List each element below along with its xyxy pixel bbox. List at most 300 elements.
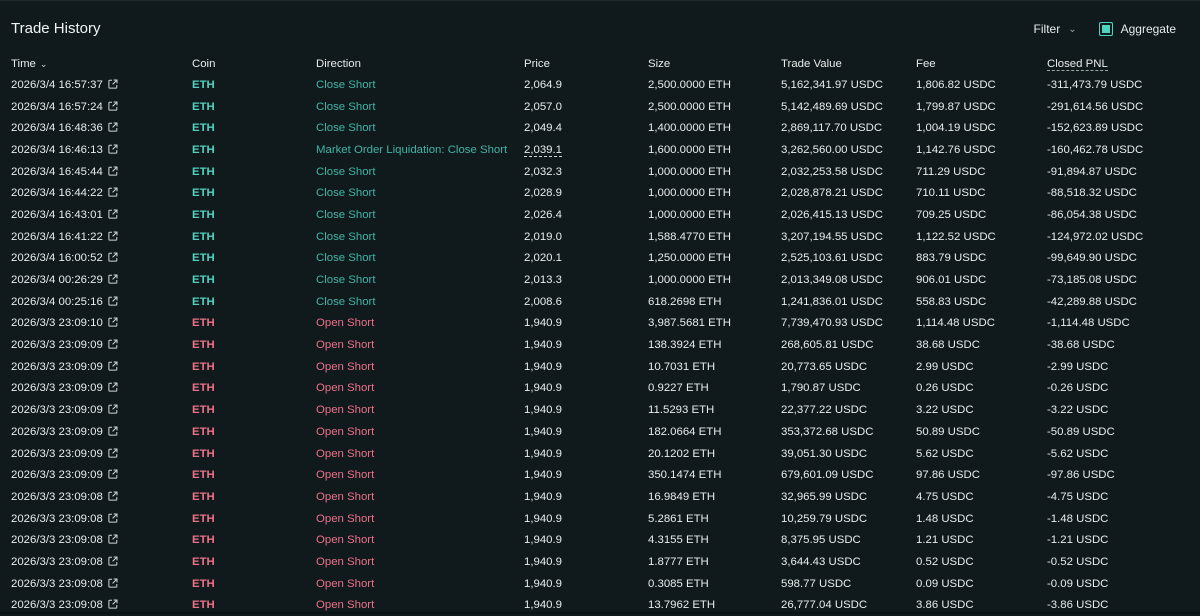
cell-closed-pnl: -160,462.78 USDC (1047, 139, 1200, 161)
cell-trade-value: 26,777.04 USDC (781, 595, 916, 616)
cell-trade-value: 2,525,103.61 USDC (781, 248, 916, 270)
cell-trade-value: 353,372.68 USDC (781, 421, 916, 443)
cell-size: 5.2861 ETH (648, 508, 781, 530)
cell-fee: 2.99 USDC (916, 356, 1047, 378)
cell-trade-value: 8,375.95 USDC (781, 529, 916, 551)
cell-coin[interactable]: ETH (192, 573, 316, 595)
cell-fee: 709.25 USDC (916, 204, 1047, 226)
cell-time (0, 421, 192, 443)
cell-direction: Open Short (316, 356, 524, 378)
cell-trade-value: 3,262,560.00 USDC (781, 139, 916, 161)
cell-price (524, 117, 648, 139)
page-title: Trade History (11, 20, 100, 37)
table-row (0, 117, 1200, 139)
external-link-icon[interactable] (108, 296, 118, 306)
cell-price (524, 399, 648, 421)
cell-trade-value: 5,162,341.97 USDC (781, 74, 916, 96)
column-header-size: Size (648, 53, 781, 74)
cell-fee: 97.86 USDC (916, 464, 1047, 486)
cell-price (524, 291, 648, 313)
cell-coin[interactable]: ETH (192, 248, 316, 270)
cell-fee: 50.89 USDC (916, 421, 1047, 443)
cell-closed-pnl: -50.89 USDC (1047, 421, 1200, 443)
chevron-down-icon: ⌄ (1068, 24, 1076, 35)
cell-price (524, 182, 648, 204)
cell-direction: Close Short (316, 117, 524, 139)
time-value: 2026/3/3 23:09:09 (11, 361, 103, 373)
external-link-icon[interactable] (108, 166, 118, 176)
cell-size: 1,600.0000 ETH (648, 139, 781, 161)
cell-closed-pnl: -1.21 USDC (1047, 529, 1200, 551)
cell-coin[interactable]: ETH (192, 529, 316, 551)
cell-price (524, 269, 648, 291)
price-value: 1,940.9 (524, 578, 562, 590)
cell-time (0, 399, 192, 421)
external-link-icon[interactable] (108, 231, 118, 241)
external-link-icon[interactable] (108, 448, 118, 458)
time-value: 2026/3/3 23:09:09 (11, 469, 103, 481)
cell-fee: 3.22 USDC (916, 399, 1047, 421)
cell-fee: 5.62 USDC (916, 443, 1047, 465)
cell-direction: Open Short (316, 595, 524, 616)
cell-fee: 1,122.52 USDC (916, 226, 1047, 248)
price-value: 2,013.3 (524, 274, 562, 286)
cell-time (0, 96, 192, 118)
time-value: 2026/3/3 23:09:09 (11, 339, 103, 351)
price-value: 1,940.9 (524, 448, 562, 460)
cell-price (524, 226, 648, 248)
cell-coin[interactable]: ETH (192, 334, 316, 356)
cell-size: 13.7962 ETH (648, 595, 781, 616)
table-row (0, 313, 1200, 335)
cell-trade-value: 39,051.30 USDC (781, 443, 916, 465)
cell-trade-value: 3,644.43 USDC (781, 551, 916, 573)
time-value: 2026/3/3 23:09:09 (11, 404, 103, 416)
cell-closed-pnl: -73,185.08 USDC (1047, 269, 1200, 291)
cell-time (0, 356, 192, 378)
cell-closed-pnl: -0.09 USDC (1047, 573, 1200, 595)
cell-coin[interactable]: ETH (192, 96, 316, 118)
cell-coin[interactable]: ETH (192, 486, 316, 508)
cell-direction: Close Short (316, 74, 524, 96)
column-header-price: Price (524, 53, 648, 74)
price-value: 2,064.9 (524, 79, 562, 91)
cell-size: 20.1202 ETH (648, 443, 781, 465)
time-value: 2026/3/3 23:09:08 (11, 578, 103, 590)
cell-coin[interactable]: ETH (192, 182, 316, 204)
time-value: 2026/3/4 16:57:24 (11, 101, 103, 113)
cell-size: 1,000.0000 ETH (648, 182, 781, 204)
price-value: 2,049.4 (524, 122, 562, 134)
cell-size: 2,500.0000 ETH (648, 96, 781, 118)
external-link-icon[interactable] (108, 578, 118, 588)
table-row (0, 334, 1200, 356)
external-link-icon[interactable] (108, 426, 118, 436)
trade-history-table (0, 53, 1200, 616)
price-value: 1,940.9 (524, 339, 562, 351)
table-row (0, 421, 1200, 443)
column-header-trade-value: Trade Value (781, 53, 916, 74)
cell-price (524, 443, 648, 465)
aggregate-toggle[interactable] (1099, 22, 1176, 36)
cell-direction: Open Short (316, 399, 524, 421)
cell-fee: 710.11 USDC (916, 182, 1047, 204)
price-value: 2,019.0 (524, 231, 562, 243)
price-value: 1,940.9 (524, 534, 562, 546)
cell-coin[interactable]: ETH (192, 161, 316, 183)
cell-size: 2,500.0000 ETH (648, 74, 781, 96)
external-link-icon[interactable] (108, 209, 118, 219)
cell-coin[interactable]: ETH (192, 74, 316, 96)
time-value: 2026/3/3 23:09:09 (11, 382, 103, 394)
cell-direction: Open Short (316, 313, 524, 335)
cell-price (524, 334, 648, 356)
cell-closed-pnl: -124,972.02 USDC (1047, 226, 1200, 248)
time-value: 2026/3/3 23:09:08 (11, 491, 103, 503)
cell-fee: 1.21 USDC (916, 529, 1047, 551)
cell-direction: Open Short (316, 421, 524, 443)
cell-coin[interactable]: ETH (192, 204, 316, 226)
cell-trade-value: 22,377.22 USDC (781, 399, 916, 421)
cell-closed-pnl: -86,054.38 USDC (1047, 204, 1200, 226)
cell-time (0, 269, 192, 291)
external-link-icon[interactable] (108, 361, 118, 371)
time-value: 2026/3/4 16:43:01 (11, 209, 103, 221)
external-link-icon[interactable] (108, 252, 118, 262)
table-controls (1034, 22, 1176, 36)
cell-coin[interactable]: ETH (192, 551, 316, 573)
cell-trade-value: 2,026,415.13 USDC (781, 204, 916, 226)
cell-time (0, 313, 192, 335)
cell-time (0, 139, 192, 161)
external-link-icon[interactable] (108, 469, 118, 479)
external-link-icon[interactable] (108, 534, 118, 544)
cell-coin[interactable]: ETH (192, 421, 316, 443)
cell-trade-value: 1,241,836.01 USDC (781, 291, 916, 313)
aggregate-checkbox[interactable] (1099, 22, 1113, 36)
cell-fee: 1.48 USDC (916, 508, 1047, 530)
cell-direction: Open Short (316, 573, 524, 595)
cell-closed-pnl: -1.48 USDC (1047, 508, 1200, 530)
price-value: 1,940.9 (524, 556, 562, 568)
cell-direction: Open Short (316, 508, 524, 530)
column-header-coin: Coin (192, 53, 316, 74)
time-value: 2026/3/3 23:09:09 (11, 426, 103, 438)
external-link-icon[interactable] (108, 382, 118, 392)
cell-trade-value: 32,965.99 USDC (781, 486, 916, 508)
cell-coin[interactable]: ETH (192, 269, 316, 291)
cell-trade-value: 10,259.79 USDC (781, 508, 916, 530)
time-value: 2026/3/3 23:09:08 (11, 556, 103, 568)
cell-direction: Open Short (316, 486, 524, 508)
table-row (0, 161, 1200, 183)
cell-trade-value: 2,032,253.58 USDC (781, 161, 916, 183)
cell-direction: Open Short (316, 443, 524, 465)
cell-closed-pnl: -88,518.32 USDC (1047, 182, 1200, 204)
time-value: 2026/3/4 16:00:52 (11, 252, 103, 264)
cell-coin[interactable]: ETH (192, 356, 316, 378)
cell-size: 0.3085 ETH (648, 573, 781, 595)
column-header-fee: Fee (916, 53, 1047, 74)
cell-price (524, 248, 648, 270)
cell-size: 0.9227 ETH (648, 378, 781, 400)
table-row (0, 486, 1200, 508)
cell-trade-value: 2,869,117.70 USDC (781, 117, 916, 139)
table-row (0, 74, 1200, 96)
cell-size: 1,250.0000 ETH (648, 248, 781, 270)
cell-size: 618.2698 ETH (648, 291, 781, 313)
cell-time (0, 117, 192, 139)
column-header-time[interactable]: Time ⌄ (0, 53, 192, 74)
cell-time (0, 529, 192, 551)
external-link-icon[interactable] (108, 144, 118, 154)
cell-price (524, 74, 648, 96)
cell-direction: Open Short (316, 378, 524, 400)
external-link-icon[interactable] (108, 556, 118, 566)
cell-size: 138.3924 ETH (648, 334, 781, 356)
cell-fee: 1,114.48 USDC (916, 313, 1047, 335)
filter-dropdown[interactable] (1034, 22, 1077, 36)
cell-coin[interactable]: ETH (192, 378, 316, 400)
cell-closed-pnl: -311,473.79 USDC (1047, 74, 1200, 96)
table-row (0, 204, 1200, 226)
cell-size: 1,000.0000 ETH (648, 269, 781, 291)
cell-closed-pnl: -99,649.90 USDC (1047, 248, 1200, 270)
cell-size: 3,987.5681 ETH (648, 313, 781, 335)
cell-direction: Close Short (316, 248, 524, 270)
external-link-icon[interactable] (108, 317, 118, 327)
cell-time (0, 378, 192, 400)
table-row (0, 291, 1200, 313)
time-value: 2026/3/3 23:09:09 (11, 448, 103, 460)
price-value: 2,020.1 (524, 252, 562, 264)
time-value: 2026/3/4 16:46:13 (11, 144, 103, 156)
cell-price (524, 486, 648, 508)
table-row (0, 248, 1200, 270)
price-value: 2,057.0 (524, 101, 562, 113)
cell-fee: 0.09 USDC (916, 573, 1047, 595)
cell-fee: 4.75 USDC (916, 486, 1047, 508)
cell-coin[interactable]: ETH (192, 443, 316, 465)
cell-fee: 0.26 USDC (916, 378, 1047, 400)
cell-direction: Open Short (316, 464, 524, 486)
cell-fee: 3.86 USDC (916, 595, 1047, 616)
cell-size: 1,400.0000 ETH (648, 117, 781, 139)
cell-time (0, 464, 192, 486)
column-header-direction: Direction (316, 53, 524, 74)
external-link-icon[interactable] (108, 404, 118, 414)
cell-time (0, 204, 192, 226)
price-value: 1,940.9 (524, 317, 562, 329)
cell-coin[interactable]: ETH (192, 508, 316, 530)
cell-price (524, 573, 648, 595)
cell-direction: Open Short (316, 334, 524, 356)
filter-label: Filter (1034, 22, 1061, 36)
cell-coin[interactable]: ETH (192, 399, 316, 421)
time-value: 2026/3/3 23:09:08 (11, 599, 103, 611)
cell-direction: Close Short (316, 204, 524, 226)
price-value: 1,940.9 (524, 469, 562, 481)
cell-trade-value: 3,207,194.55 USDC (781, 226, 916, 248)
cell-price (524, 551, 648, 573)
cell-direction: Close Short (316, 269, 524, 291)
table-row (0, 269, 1200, 291)
table-row (0, 443, 1200, 465)
cell-price (524, 161, 648, 183)
price-value: 1,940.9 (524, 404, 562, 416)
price-value: 2,026.4 (524, 209, 562, 221)
cell-price (524, 421, 648, 443)
cell-trade-value: 598.77 USDC (781, 573, 916, 595)
cell-coin[interactable]: ETH (192, 313, 316, 335)
price-value: 2,008.6 (524, 296, 562, 308)
cell-fee: 558.83 USDC (916, 291, 1047, 313)
cell-closed-pnl: -97.86 USDC (1047, 464, 1200, 486)
cell-trade-value: 20,773.65 USDC (781, 356, 916, 378)
cell-price (524, 356, 648, 378)
table-row (0, 182, 1200, 204)
cell-price (524, 139, 648, 161)
cell-closed-pnl: -3.22 USDC (1047, 399, 1200, 421)
price-value: 1,940.9 (524, 513, 562, 525)
external-link-icon[interactable] (108, 122, 118, 132)
cell-direction: Close Short (316, 182, 524, 204)
cell-time (0, 443, 192, 465)
cell-trade-value: 2,013,349.08 USDC (781, 269, 916, 291)
cell-price (524, 508, 648, 530)
price-value: 1,940.9 (524, 491, 562, 503)
cell-size: 4.3155 ETH (648, 529, 781, 551)
table-row (0, 573, 1200, 595)
external-link-icon[interactable] (108, 491, 118, 501)
price-value: 1,940.9 (524, 426, 562, 438)
table-row (0, 226, 1200, 248)
cell-price (524, 204, 648, 226)
cell-direction: Open Short (316, 551, 524, 573)
time-value: 2026/3/4 16:48:36 (11, 122, 103, 134)
cell-coin[interactable]: ETH (192, 595, 316, 616)
cell-price (524, 313, 648, 335)
cell-size: 1,000.0000 ETH (648, 161, 781, 183)
table-row (0, 508, 1200, 530)
cell-size: 1,588.4770 ETH (648, 226, 781, 248)
price-value: 1,940.9 (524, 599, 562, 611)
time-value: 2026/3/3 23:09:08 (11, 534, 103, 546)
time-value: 2026/3/4 00:26:29 (11, 274, 103, 286)
cell-direction: Close Short (316, 96, 524, 118)
cell-trade-value: 679,601.09 USDC (781, 464, 916, 486)
cell-price (524, 529, 648, 551)
cell-time (0, 551, 192, 573)
cell-fee: 883.79 USDC (916, 248, 1047, 270)
external-link-icon[interactable] (108, 79, 118, 89)
cell-time (0, 161, 192, 183)
table-row (0, 529, 1200, 551)
cell-closed-pnl: -0.52 USDC (1047, 551, 1200, 573)
price-value: 1,940.9 (524, 361, 562, 373)
cell-time (0, 226, 192, 248)
cell-time (0, 486, 192, 508)
external-link-icon[interactable] (108, 101, 118, 111)
table-row (0, 399, 1200, 421)
cell-closed-pnl: -2.99 USDC (1047, 356, 1200, 378)
table-row (0, 356, 1200, 378)
price-value: 2,028.9 (524, 187, 562, 199)
cell-size: 11.5293 ETH (648, 399, 781, 421)
aggregate-label: Aggregate (1121, 22, 1176, 36)
cell-fee: 0.52 USDC (916, 551, 1047, 573)
cell-size: 16.9849 ETH (648, 486, 781, 508)
cell-coin[interactable]: ETH (192, 226, 316, 248)
cell-time (0, 248, 192, 270)
cell-closed-pnl: -1,114.48 USDC (1047, 313, 1200, 335)
time-value: 2026/3/4 16:41:22 (11, 231, 103, 243)
cell-closed-pnl: -42,289.88 USDC (1047, 291, 1200, 313)
cell-time (0, 508, 192, 530)
table-row (0, 464, 1200, 486)
cell-trade-value: 7,739,470.93 USDC (781, 313, 916, 335)
external-link-icon[interactable] (108, 274, 118, 284)
cell-size: 350.1474 ETH (648, 464, 781, 486)
cell-coin[interactable]: ETH (192, 291, 316, 313)
time-value: 2026/3/4 00:25:16 (11, 296, 103, 308)
cell-direction: Close Short (316, 161, 524, 183)
cell-closed-pnl: -38.68 USDC (1047, 334, 1200, 356)
cell-time (0, 74, 192, 96)
cell-fee: 1,142.76 USDC (916, 139, 1047, 161)
time-value: 2026/3/4 16:45:44 (11, 166, 103, 178)
cell-fee: 1,806.82 USDC (916, 74, 1047, 96)
cell-direction: Market Order Liquidation: Close Short (316, 139, 524, 161)
cell-closed-pnl: -4.75 USDC (1047, 486, 1200, 508)
time-value: 2026/3/4 16:44:22 (11, 187, 103, 199)
cell-coin[interactable]: ETH (192, 464, 316, 486)
cell-coin[interactable]: ETH (192, 139, 316, 161)
column-header-closed-pnl[interactable]: Closed PNL (1047, 53, 1200, 74)
table-header-row (0, 53, 1200, 74)
cell-fee: 711.29 USDC (916, 161, 1047, 183)
cell-closed-pnl: -0.26 USDC (1047, 378, 1200, 400)
cell-price (524, 96, 648, 118)
time-value: 2026/3/4 16:57:37 (11, 79, 103, 91)
external-link-icon[interactable] (108, 187, 118, 197)
external-link-icon[interactable] (108, 339, 118, 349)
time-value: 2026/3/3 23:09:08 (11, 513, 103, 525)
external-link-icon[interactable] (108, 599, 118, 609)
cell-closed-pnl: -91,894.87 USDC (1047, 161, 1200, 183)
cell-closed-pnl: -291,614.56 USDC (1047, 96, 1200, 118)
cell-coin[interactable]: ETH (192, 117, 316, 139)
cell-fee: 1,799.87 USDC (916, 96, 1047, 118)
cell-time (0, 573, 192, 595)
time-value: 2026/3/3 23:09:10 (11, 317, 103, 329)
table-row (0, 139, 1200, 161)
cell-fee: 38.68 USDC (916, 334, 1047, 356)
cell-time (0, 291, 192, 313)
external-link-icon[interactable] (108, 513, 118, 523)
cell-direction: Close Short (316, 226, 524, 248)
cell-trade-value: 5,142,489.69 USDC (781, 96, 916, 118)
cell-trade-value: 1,790.87 USDC (781, 378, 916, 400)
cell-closed-pnl: -5.62 USDC (1047, 443, 1200, 465)
chevron-down-icon: ⌄ (40, 59, 48, 69)
cell-trade-value: 268,605.81 USDC (781, 334, 916, 356)
cell-price (524, 378, 648, 400)
cell-size: 1.8777 ETH (648, 551, 781, 573)
price-value[interactable]: 2,039.1 (524, 144, 562, 157)
cell-direction: Close Short (316, 291, 524, 313)
table-row (0, 96, 1200, 118)
